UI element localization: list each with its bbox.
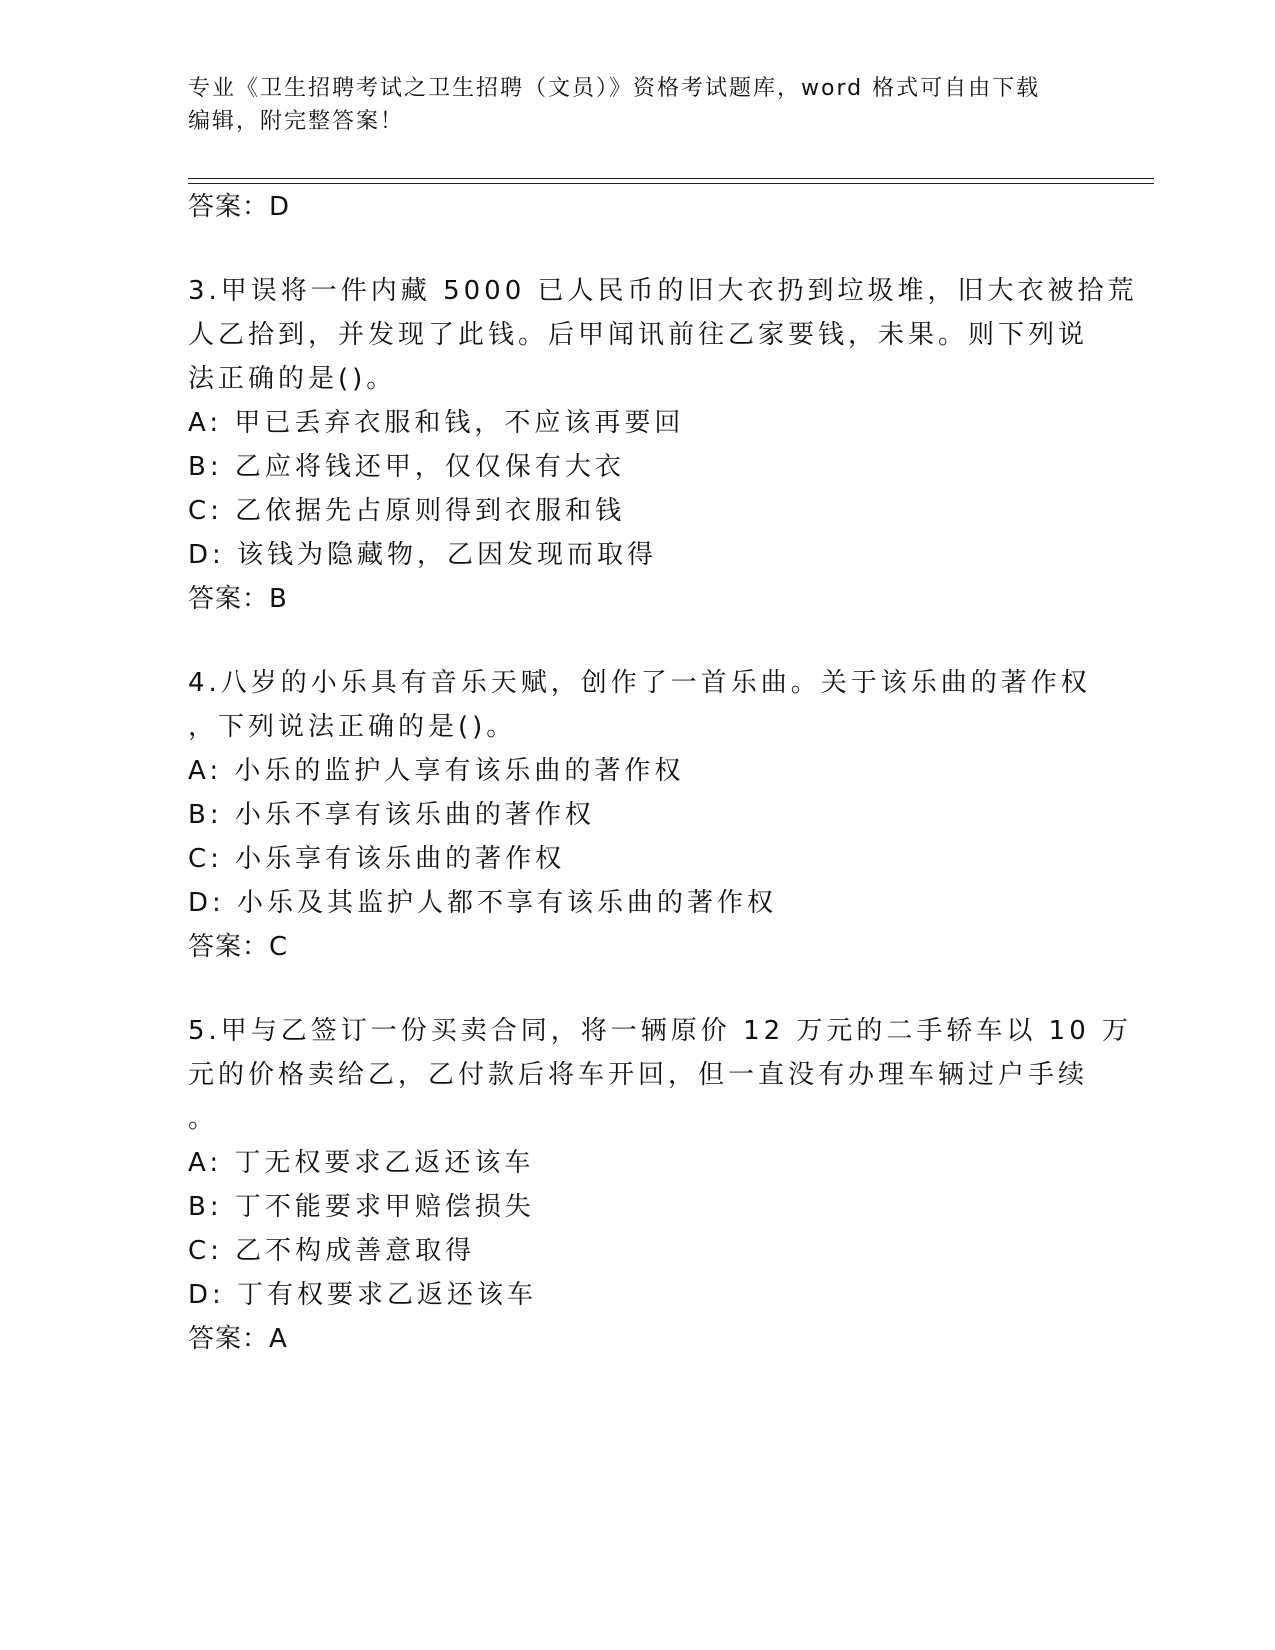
q3-option-a: A: 甲已丢弃衣服和钱，不应该再要回 [188,408,685,438]
q4-option-c: C: 小乐享有该乐曲的著作权 [188,844,566,874]
q4-option-a: A: 小乐的监护人享有该乐曲的著作权 [188,756,685,786]
q4-answer: 答案：C [188,932,289,962]
q3-answer: 答案：B [188,584,288,614]
q3-option-d: D: 该钱为隐藏物，乙因发现而取得 [188,540,658,570]
q4-option-d: D: 小乐及其监护人都不享有该乐曲的著作权 [188,888,778,918]
document-header [188,72,1068,138]
q3-option-c: C: 乙依据先占原则得到衣服和钱 [188,496,626,526]
q5-answer: 答案：A [188,1324,288,1354]
q3-stem-line-1: 3.甲误将一件内藏 5000 已人民币的旧大衣扔到垃圾堆，旧大衣被拾荒 [188,276,1138,306]
header-divider-bottom [188,183,1154,184]
q3-stem-line-2: 人乙拾到，并发现了此钱。后甲闻讯前往乙家要钱，未果。则下列说 [188,320,1089,350]
answer-previous: 答案：D [188,192,291,222]
q5-stem-line-3: 。 [188,1104,219,1134]
header-line-1: 专业《卫生招聘考试之卫生招聘（文员）》资格考试题库，word 格式可自由下载 [188,76,1041,101]
header-line-2: 编辑，附完整答案！ [188,109,405,134]
q5-option-c: C: 乙不构成善意取得 [188,1236,476,1266]
q3-option-b: B: 乙应将钱还甲，仅仅保有大衣 [188,452,625,482]
q4-stem-line-2: ，下列说法正确的是()。 [188,712,517,742]
q3-stem-line-3: 法正确的是()。 [188,364,397,394]
q5-option-a: A: 丁无权要求乙返还该车 [188,1148,535,1178]
q4-stem-line-1: 4.八岁的小乐具有音乐天赋，创作了一首乐曲。关于该乐曲的著作权 [188,668,1091,698]
q5-option-d: D: 丁有权要求乙返还该车 [188,1280,538,1310]
q5-option-b: B: 丁不能要求甲赔偿损失 [188,1192,535,1222]
header-divider-top [188,178,1154,179]
q5-stem-line-1: 5.甲与乙签订一份买卖合同，将一辆原价 12 万元的二手轿车以 10 万 [188,1016,1133,1046]
q5-stem-line-2: 元的价格卖给乙，乙付款后将车开回，但一直没有办理车辆过户手续 [188,1060,1089,1090]
q4-option-b: B: 小乐不享有该乐曲的著作权 [188,800,595,830]
